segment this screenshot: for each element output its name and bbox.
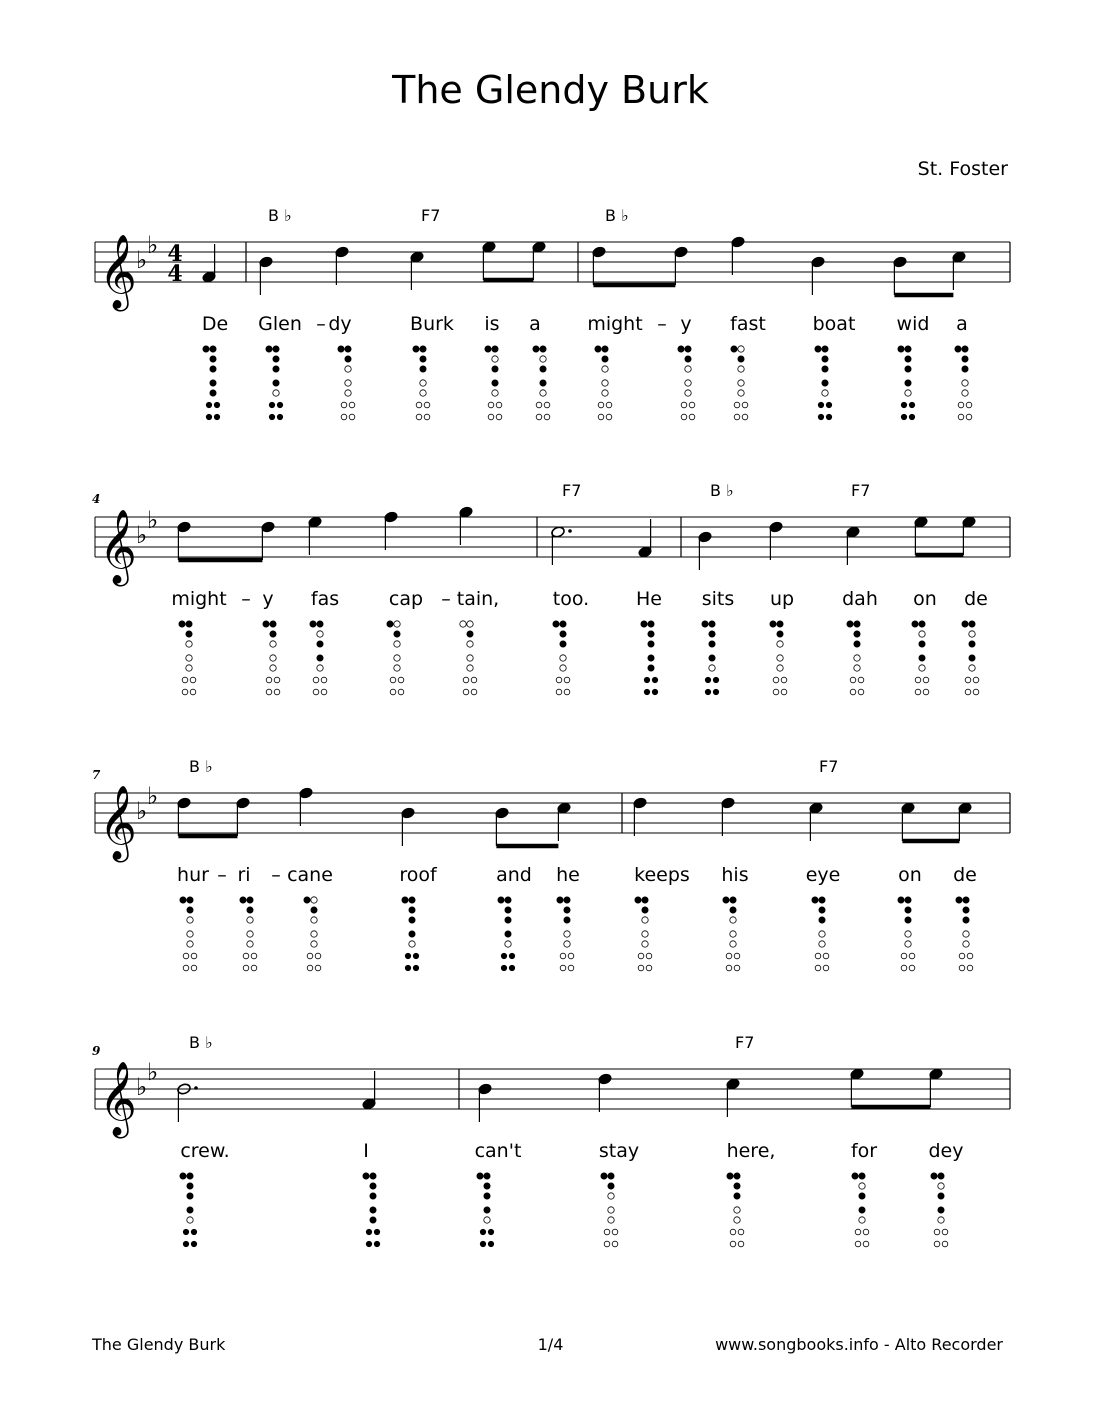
note [532,241,547,280]
lyric-syllable: a [956,313,968,335]
fingering-chart-icon [635,897,652,971]
lyric-syllable: his [721,864,749,886]
fingering-chart-icon [304,897,321,971]
note [384,511,399,550]
fingering-chart-icon [477,1173,494,1247]
lyric-syllable: cane [287,864,333,886]
chord-symbol: F7 [819,757,839,776]
flat-icon: ♭ [147,231,159,259]
lyric-syllable: de [964,588,988,610]
note [459,506,474,545]
lyric-syllable: – [217,864,227,886]
chord-symbol: B ♭ [189,1033,213,1052]
treble-clef-icon: 𝄞 [99,235,137,309]
chord-symbol: F7 [562,481,582,500]
fingering-chart-icon [595,346,612,420]
lyric-syllable: hur [177,864,209,886]
note [901,802,916,841]
lyric-syllable: sits [701,588,735,610]
fingering-chart-icon [898,346,915,420]
note [482,241,497,280]
measure-number: 9 [92,1044,101,1058]
note [914,516,929,555]
lyric-syllable: tain, [456,588,500,610]
page-title: The Glendy Burk [392,68,709,112]
fingering-chart-icon [852,1173,869,1247]
note [335,246,350,285]
note [592,246,607,285]
fingering-chart-icon [727,1173,744,1247]
lyric-syllable: y [262,588,274,610]
note [958,802,973,841]
chord-symbol: F7 [421,206,441,225]
chord-symbol: B ♭ [710,481,734,500]
note [638,519,653,558]
lyric-syllable: fas [310,588,340,610]
fingering-chart-icon [912,621,929,695]
fingering-chart-icon [847,621,864,695]
lyric-syllable: dah [842,588,878,610]
chord-symbol: F7 [735,1033,755,1052]
flat-icon: ♭ [147,782,159,810]
lyric-syllable: I [363,1140,369,1162]
fingering-chart-icon [731,346,748,420]
note [929,1068,944,1107]
flat-icon: ♭ [136,1073,148,1101]
footer-title: The Glendy Burk [92,1335,226,1354]
lyric-syllable: on [898,864,922,886]
treble-clef-icon: 𝄞 [99,1062,137,1136]
fingering-chart-icon [601,1173,618,1247]
fingering-chart-icon [179,621,196,695]
fingering-chart-icon [460,621,477,695]
note [410,251,425,290]
note [177,797,192,836]
lyric-syllable: – [316,313,326,335]
fingering-chart-icon [812,897,829,971]
note [261,521,276,560]
fingering-chart-icon [485,346,502,420]
lyric-syllable: – [657,313,667,335]
fingering-chart-icon [363,1173,380,1247]
fingering-chart-icon [641,621,658,695]
lyric-syllable: on [913,588,937,610]
lyric-syllable: might [587,313,643,335]
fingering-chart-icon [815,346,832,420]
lyric-syllable: keeps [634,864,690,886]
lyric-syllable: too. [552,588,590,610]
fingering-chart-icon [702,621,719,695]
note [259,256,274,295]
measure-number: 4 [92,492,101,506]
note [362,1071,377,1110]
time-signature-bottom: 4 [167,261,183,287]
flat-icon: ♭ [147,1058,159,1086]
lyric-syllable: – [441,588,451,610]
chord-symbol: F7 [851,481,871,500]
note [850,1068,865,1107]
chord-symbol: B ♭ [605,206,629,225]
note [202,244,217,283]
fingering-chart-icon [557,897,574,971]
note [726,1078,741,1117]
fingering-chart-icon [413,346,430,420]
lyric-syllable: and [496,864,532,886]
note [731,236,746,275]
note [495,807,510,846]
fingering-chart-icon [240,897,257,971]
treble-clef-icon: 𝄞 [99,786,137,860]
lyric-syllable: Burk [410,313,454,335]
lyric-syllable: stay [598,1140,640,1162]
flat-icon: ♭ [136,246,148,274]
fingering-chart-icon [263,621,280,695]
page-number: 1/4 [537,1335,564,1354]
flat-icon: ♭ [136,797,148,825]
note [698,531,713,570]
lyric-syllable: crew. [180,1140,230,1162]
lyric-syllable: He [636,588,662,610]
fingering-chart-icon [180,1173,197,1247]
note [633,797,648,836]
lyric-syllable: y [680,313,692,335]
fingering-chart-icon [180,897,197,971]
note [952,251,967,290]
chord-symbol: B ♭ [268,206,292,225]
note [401,807,416,846]
lyric-syllable: fast [730,313,766,335]
fingering-chart-icon [498,897,515,971]
note [674,246,689,285]
note [299,787,314,826]
footer-source: www.songbooks.info - Alto Recorder [715,1335,1003,1354]
lyric-syllable: roof [399,864,437,886]
lyric-syllable: cap [388,588,424,610]
measure-number: 7 [92,768,101,782]
fingering-chart-icon [770,621,787,695]
note [962,516,977,555]
fingering-chart-icon [387,621,404,695]
note [236,797,251,836]
composer: St. Foster [917,158,1008,180]
fingering-chart-icon [678,346,695,420]
fingering-chart-icon [956,897,973,971]
fingering-chart-icon [533,346,550,420]
flat-icon: ♭ [147,506,159,534]
chord-symbol: B ♭ [189,757,213,776]
lyric-syllable: can't [474,1140,522,1162]
lyric-syllable: – [241,588,251,610]
note [809,802,824,841]
note [811,256,826,295]
lyric-syllable: dey [928,1140,964,1162]
note [769,521,784,560]
note [551,526,572,565]
lyric-syllable: boat [812,313,856,335]
fingering-chart-icon [723,897,740,971]
lyric-syllable: here, [726,1140,776,1162]
fingering-chart-icon [203,346,220,420]
treble-clef-icon: 𝄞 [99,510,137,584]
note [721,797,736,836]
flat-icon: ♭ [136,521,148,549]
fingering-chart-icon [955,346,972,420]
lyric-syllable: eye [805,864,841,886]
lyric-syllable: a [529,313,541,335]
note [308,516,323,555]
lyric-syllable: he [556,864,580,886]
fingering-chart-icon [962,621,979,695]
note [557,802,572,841]
time-signature-top: 4 [167,241,183,267]
lyric-syllable: wid [896,313,930,335]
lyric-syllable: ri [237,864,251,886]
note [177,1083,198,1122]
lyric-syllable: might [171,588,227,610]
lyric-syllable: is [484,313,500,335]
note [177,521,192,560]
fingering-chart-icon [338,346,355,420]
lyric-syllable: up [769,588,795,610]
fingering-chart-icon [402,897,419,971]
note [893,256,908,295]
lyric-syllable: Glen [258,313,302,335]
note [598,1073,613,1112]
fingering-chart-icon [898,897,915,971]
fingering-chart-icon [931,1173,948,1247]
lyric-syllable: de [953,864,977,886]
note [478,1083,493,1122]
lyric-syllable: De [201,313,229,335]
lyric-syllable: dy [328,313,352,335]
fingering-chart-icon [553,621,570,695]
note [846,526,861,565]
lyric-syllable: – [271,864,281,886]
fingering-chart-icon [266,346,283,420]
fingering-chart-icon [310,621,327,695]
lyric-syllable: for [850,1140,878,1162]
